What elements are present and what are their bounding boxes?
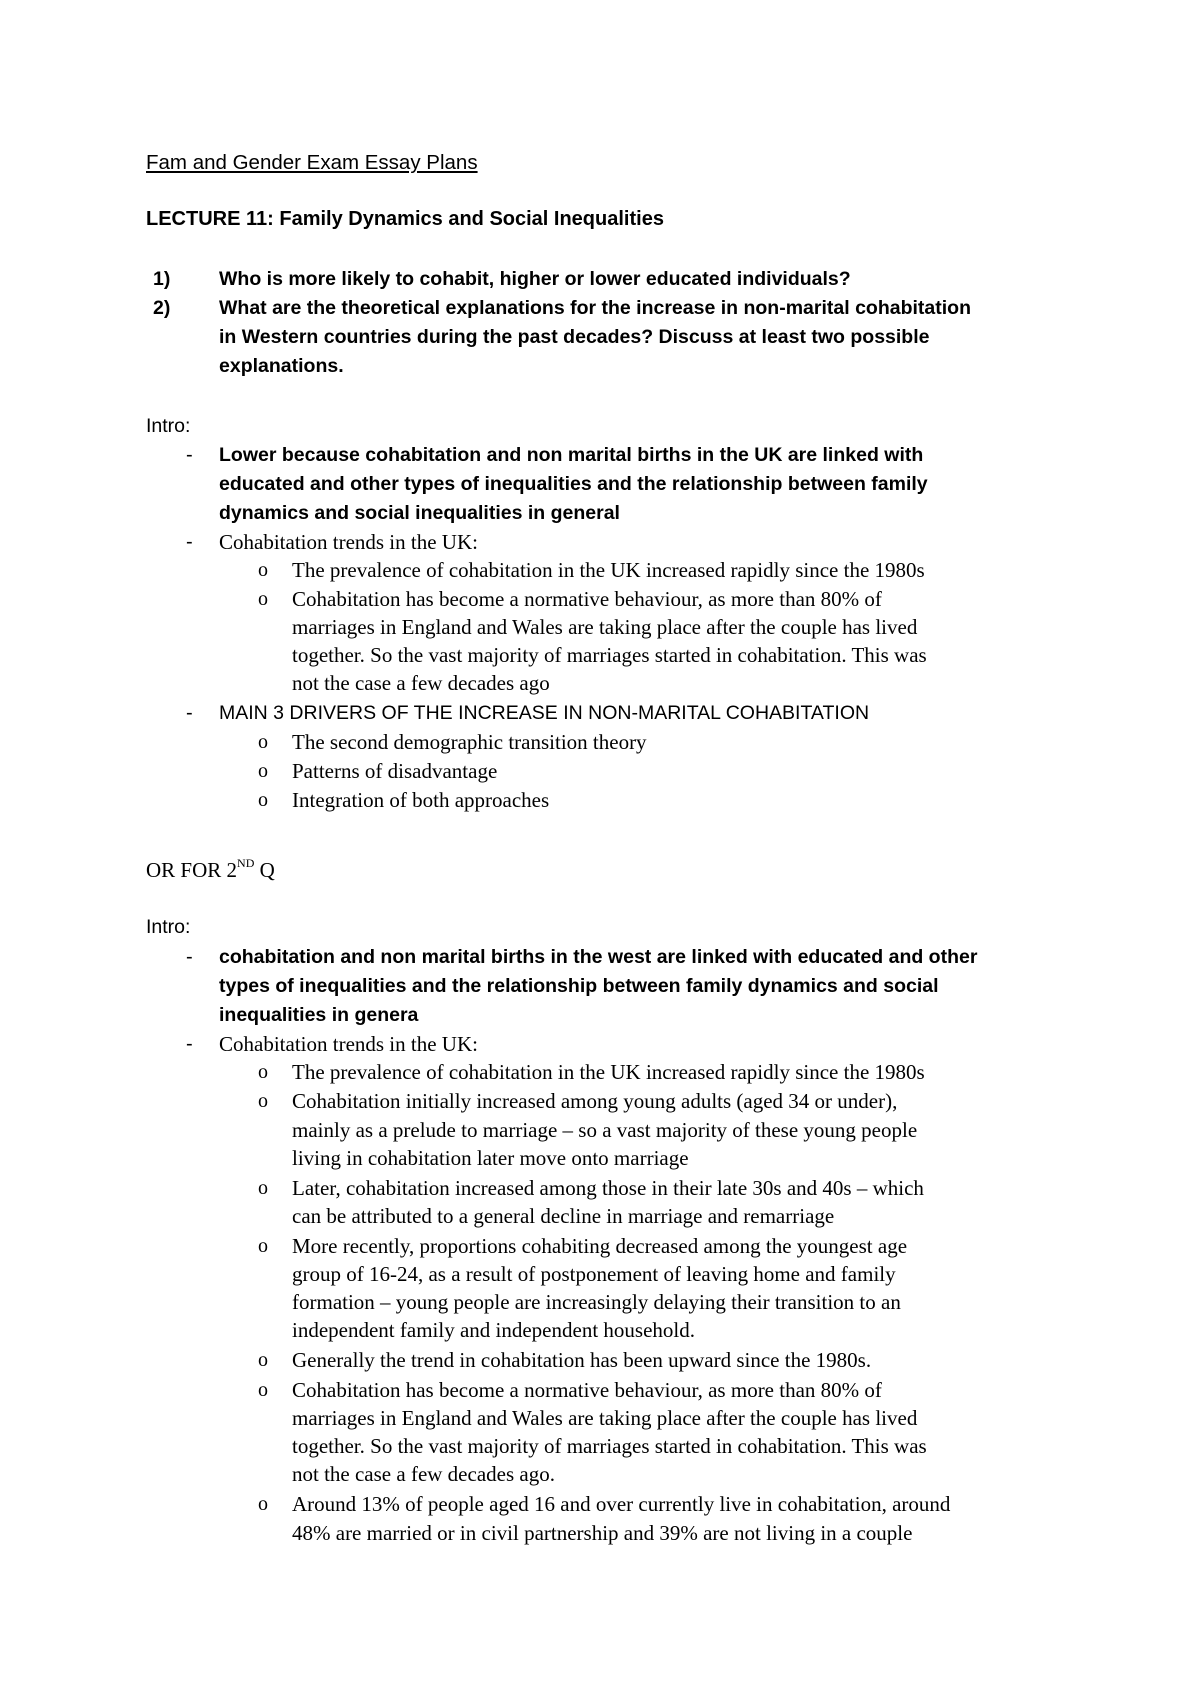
or-for-superscript: ND — [237, 856, 255, 870]
trend-item: Cohabitation initially increased among young adults (aged 34 or under), — [292, 1089, 898, 1113]
dash-bullet: - — [186, 1033, 193, 1055]
trend-item: not the case a few decades ago — [292, 671, 550, 695]
circle-bullet: o — [258, 559, 268, 581]
trend-item: mainly as a prelude to marriage – so a vast majority of these young people — [292, 1118, 918, 1142]
trend-item: Around 13% of people aged 16 and over currently live in cohabitation, around — [292, 1492, 951, 1516]
bold-point: Lower because cohabitation and non marital births in the UK are linked with — [219, 444, 924, 466]
circle-bullet: o — [258, 731, 268, 753]
trend-item: 48% are married or in civil partnership and 39% are not living in a couple — [292, 1521, 913, 1545]
trend-item: group of 16-24, as a result of postponement of leaving home and family — [292, 1262, 896, 1286]
intro-heading: Intro: — [146, 415, 191, 437]
question-text: What are the theoretical explanations for the increase in non-marital cohabitation — [219, 297, 971, 319]
driver-item: Integration of both approaches — [292, 788, 550, 812]
trends-label: Cohabitation trends in the UK: — [219, 530, 478, 554]
trend-item: not the case a few decades ago. — [292, 1462, 555, 1486]
or-for-second-question — [146, 857, 275, 883]
trend-item: formation – young people are increasingly delaying their transition to an — [292, 1290, 901, 1314]
or-for-prefix: OR FOR 2 — [146, 858, 238, 882]
bold-point: inequalities in genera — [219, 1004, 419, 1026]
circle-bullet: o — [258, 1235, 268, 1257]
question-text: Who is more likely to cohabit, higher or lower educated individuals? — [219, 268, 851, 290]
trend-item: can be attributed to a general decline in marriage and remarriage — [292, 1204, 835, 1228]
trend-item: Later, cohabitation increased among those in their late 30s and 40s – which — [292, 1176, 924, 1200]
circle-bullet: o — [258, 588, 268, 610]
trend-item: together. So the vast majority of marriages started in cohabitation. This was — [292, 1434, 927, 1458]
trends-label: Cohabitation trends in the UK: — [219, 1032, 478, 1056]
trend-item: independent family and independent household. — [292, 1318, 695, 1342]
lecture-heading: LECTURE 11: Family Dynamics and Social Inequalities — [146, 208, 664, 230]
circle-bullet: o — [258, 1090, 268, 1112]
intro-heading: Intro: — [146, 916, 191, 938]
trend-item: marriages in England and Wales are taking place after the couple has lived — [292, 1406, 918, 1430]
trend-item: marriages in England and Wales are taking place after the couple has lived — [292, 615, 918, 639]
document-title: Fam and Gender Exam Essay Plans — [146, 151, 478, 174]
trend-item: The prevalence of cohabitation in the UK increased rapidly since the 1980s — [292, 1060, 925, 1084]
circle-bullet: o — [258, 1061, 268, 1083]
trend-item: Cohabitation has become a normative behaviour, as more than 80% of — [292, 1378, 882, 1402]
trend-item: living in cohabitation later move onto marriage — [292, 1146, 689, 1170]
bold-point: dynamics and social inequalities in general — [219, 502, 620, 524]
trend-item: together. So the vast majority of marriages started in cohabitation. This was — [292, 643, 927, 667]
trend-item: Generally the trend in cohabitation has been upward since the 1980s. — [292, 1348, 872, 1372]
circle-bullet: o — [258, 760, 268, 782]
bold-point: types of inequalities and the relationship between family dynamics and social — [219, 975, 939, 997]
circle-bullet: o — [258, 1493, 268, 1515]
trend-item: The prevalence of cohabitation in the UK increased rapidly since the 1980s — [292, 558, 925, 582]
or-for-suffix: Q — [254, 858, 275, 882]
circle-bullet: o — [258, 1349, 268, 1371]
circle-bullet: o — [258, 1379, 268, 1401]
driver-item: Patterns of disadvantage — [292, 759, 498, 783]
question-number: 1) — [153, 268, 171, 290]
question-text: explanations. — [219, 355, 344, 377]
bold-point: cohabitation and non marital births in the west are linked with educated and other — [219, 946, 978, 968]
circle-bullet: o — [258, 789, 268, 811]
driver-item: The second demographic transition theory — [292, 730, 647, 754]
bold-point: educated and other types of inequalities and the relationship between family — [219, 473, 928, 495]
drivers-label: MAIN 3 DRIVERS OF THE INCREASE IN NON-MARITAL COHABITATION — [219, 702, 870, 724]
dash-bullet: - — [186, 531, 193, 553]
trend-item: Cohabitation has become a normative behaviour, as more than 80% of — [292, 587, 882, 611]
question-number: 2) — [153, 297, 171, 319]
dash-bullet: - — [186, 946, 193, 968]
question-text: in Western countries during the past decades? Discuss at least two possible — [219, 326, 930, 348]
circle-bullet: o — [258, 1177, 268, 1199]
dash-bullet: - — [186, 702, 193, 724]
dash-bullet: - — [186, 444, 193, 466]
trend-item: More recently, proportions cohabiting decreased among the youngest age — [292, 1234, 908, 1258]
